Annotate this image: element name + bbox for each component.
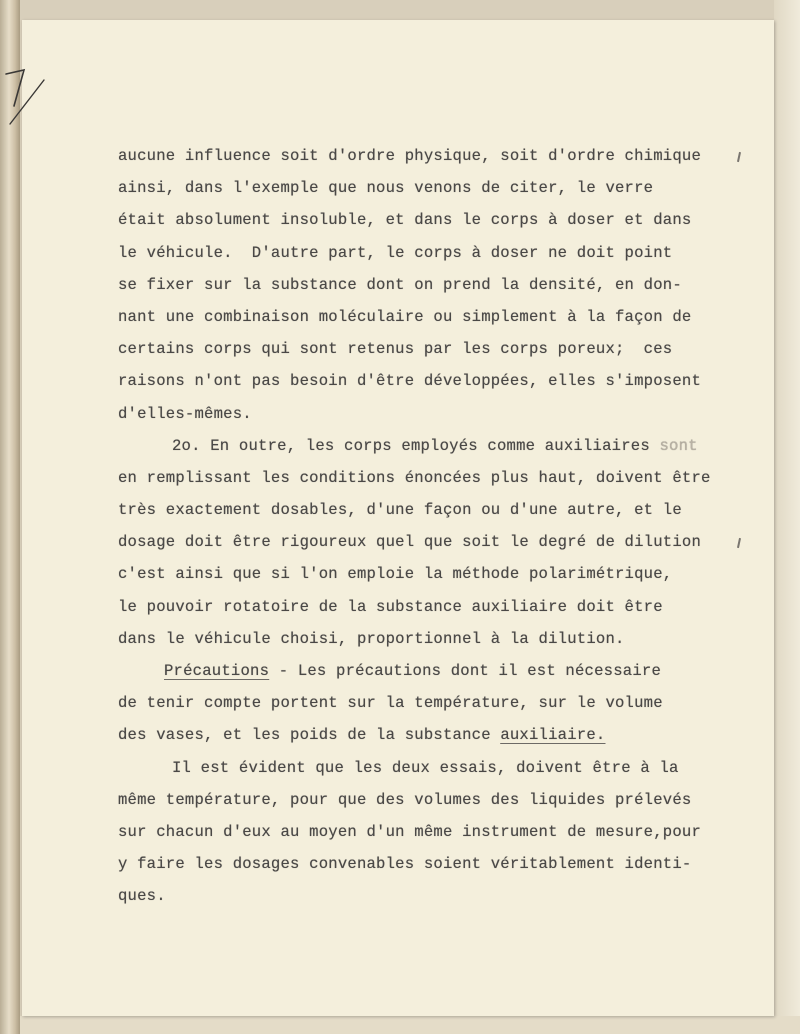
- handwritten-page-number: [2, 50, 48, 130]
- paragraph-3: [118, 655, 758, 752]
- text-line: ques.: [118, 887, 166, 906]
- text-line: dans le véhicule choisi, proportionnel à la dilution.: [118, 629, 625, 648]
- text-line: c'est ainsi que si l'on emploie la méthode polarimétrique,: [118, 565, 673, 584]
- text-line: de tenir compte portent sur la température, sur le volume: [118, 694, 663, 713]
- text-line: se fixer sur la substance dont on prend la densité, en don-: [118, 275, 682, 294]
- text-span: des vases, et les poids de la substance: [118, 726, 501, 745]
- paragraph-4: [118, 752, 758, 913]
- text-line: raisons n'ont pas besoin d'être développées, elles s'imposent: [118, 372, 702, 391]
- text-line-first: [118, 430, 758, 462]
- text-line: ainsi, dans l'exemple que nous venons de citer, le verre: [118, 179, 654, 198]
- section-heading: Précautions: [164, 662, 270, 680]
- text-line: d'elles-mêmes.: [118, 404, 252, 423]
- text-line-last: [118, 719, 758, 751]
- text-line: dosage doit être rigoureux quel que soit le degré de dilution: [118, 533, 702, 552]
- scan-margin-bottom: [20, 1016, 800, 1034]
- text-line: très exactement dosables, d'une façon ou d'une autre, et le: [118, 501, 682, 520]
- text-line: Il est évident que les deux essais, doivent être à la: [172, 758, 679, 777]
- text-line: aucune influence soit d'ordre physique, soit d'ordre chimique: [118, 147, 702, 165]
- text-line: était absolument insoluble, et dans le corps à doser et dans: [118, 211, 692, 230]
- document-body: [118, 140, 758, 913]
- text-line: nant une combinaison moléculaire ou simplement à la façon de: [118, 307, 692, 326]
- text-line: sur chacun d'eux au moyen d'un même instrument de mesure,pour: [118, 822, 702, 841]
- text-line: le pouvoir rotatoire de la substance auxiliaire doit être: [118, 597, 663, 616]
- text-line: même température, pour que des volumes des liquides prélevés: [118, 790, 692, 809]
- paragraph-1: [118, 140, 758, 430]
- text-line: le véhicule. D'autre part, le corps à doser ne doit point: [118, 243, 673, 262]
- scan-margin-right: [774, 0, 800, 1034]
- text-span: - Les précautions dont il est nécessaire: [269, 662, 662, 680]
- paragraph-2: [118, 430, 758, 655]
- text-line: y faire les dosages convenables soient véritablement identi-: [118, 855, 692, 874]
- struck-word: sont: [659, 436, 698, 455]
- section-heading-line: [118, 655, 758, 687]
- binding-edge: [0, 0, 20, 1034]
- text-line: certains corps qui sont retenus par les corps poreux; ces: [118, 340, 673, 359]
- underlined-word: auxiliaire.: [500, 726, 606, 745]
- text-line: en remplissant les conditions énoncées plus haut, doivent être: [118, 468, 711, 487]
- text-span: 2o. En outre, les corps employés comme auxiliaires: [172, 436, 650, 455]
